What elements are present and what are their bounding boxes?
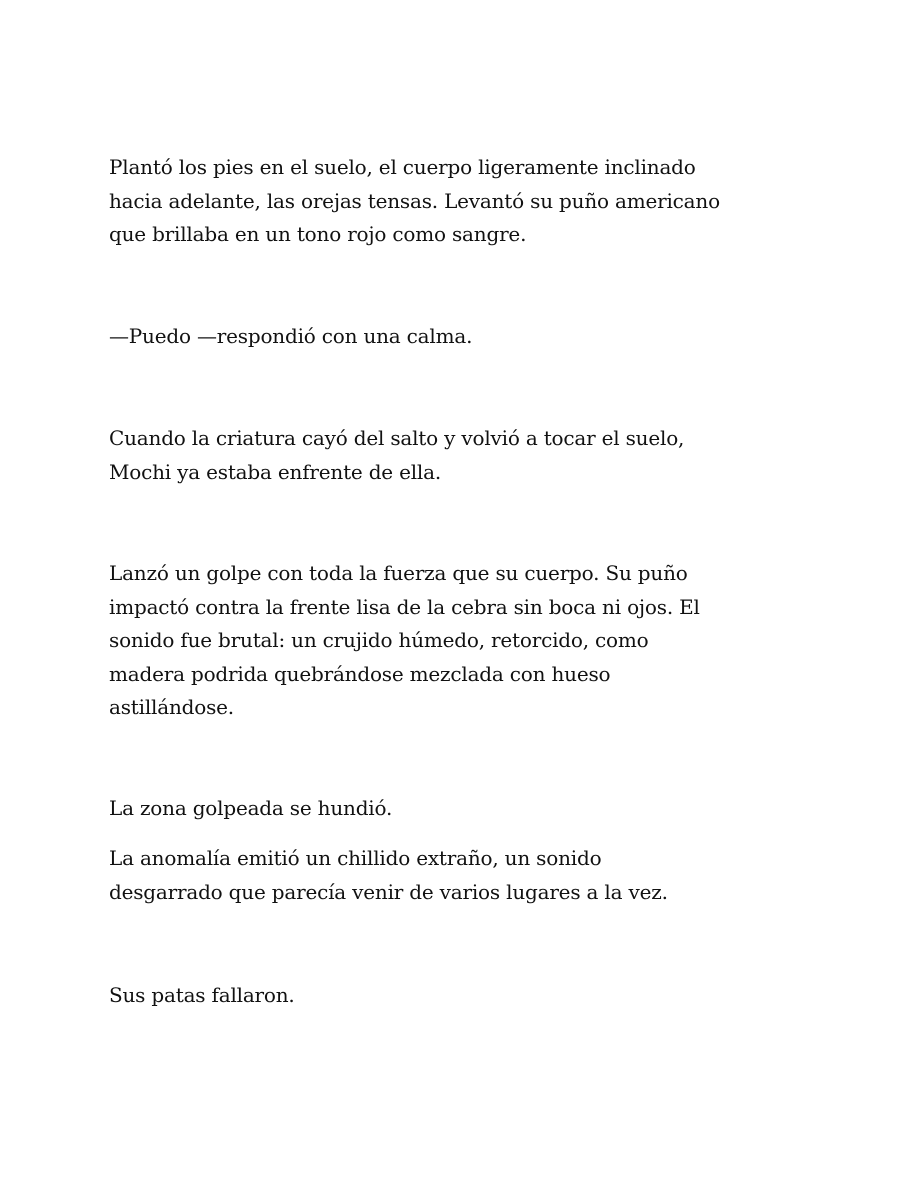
text-line: La zona golpeada se hundió.: [109, 796, 393, 820]
text-line: Plantó los pies en el suelo, el cuerpo ligeramente inclinado: [109, 155, 696, 179]
text-line: —Puedo —respondió con una calma.: [109, 324, 473, 348]
paragraph-5: [109, 792, 809, 826]
paragraph-7: [109, 979, 809, 1013]
text-line: Cuando la criatura cayó del salto y volvió a tocar el suelo,: [109, 426, 685, 450]
text-line: Mochi ya estaba enfrente de ella.: [109, 459, 442, 484]
text-line: desgarrado que parecía venir de varios lugares a la vez.: [109, 879, 668, 904]
text-line: que brillaba en un tono rojo como sangre.: [109, 222, 527, 246]
text-line: Lanzó un golpe con toda la fuerza que su cuerpo. Su puño: [109, 561, 688, 585]
paragraph-1: [109, 151, 809, 252]
paragraph-4: [109, 557, 809, 725]
paragraph-6: [109, 842, 809, 909]
text-line: hacia adelante, las orejas tensas. Levantó su puño americano: [109, 188, 720, 213]
text-line: madera podrida quebrándose mezclada con hueso: [109, 661, 611, 686]
text-line: impactó contra la frente lisa de la cebra sin boca ni ojos. El: [109, 594, 700, 619]
text-line: astillándose.: [109, 695, 234, 719]
text-line: Sus patas fallaron.: [109, 983, 295, 1007]
text-line: sonido fue brutal: un crujido húmedo, retorcido, como: [109, 628, 649, 652]
paragraph-2: [109, 320, 809, 354]
text-line: La anomalía emitió un chillido extraño, un sonido: [109, 846, 602, 870]
paragraph-3: [109, 422, 809, 489]
